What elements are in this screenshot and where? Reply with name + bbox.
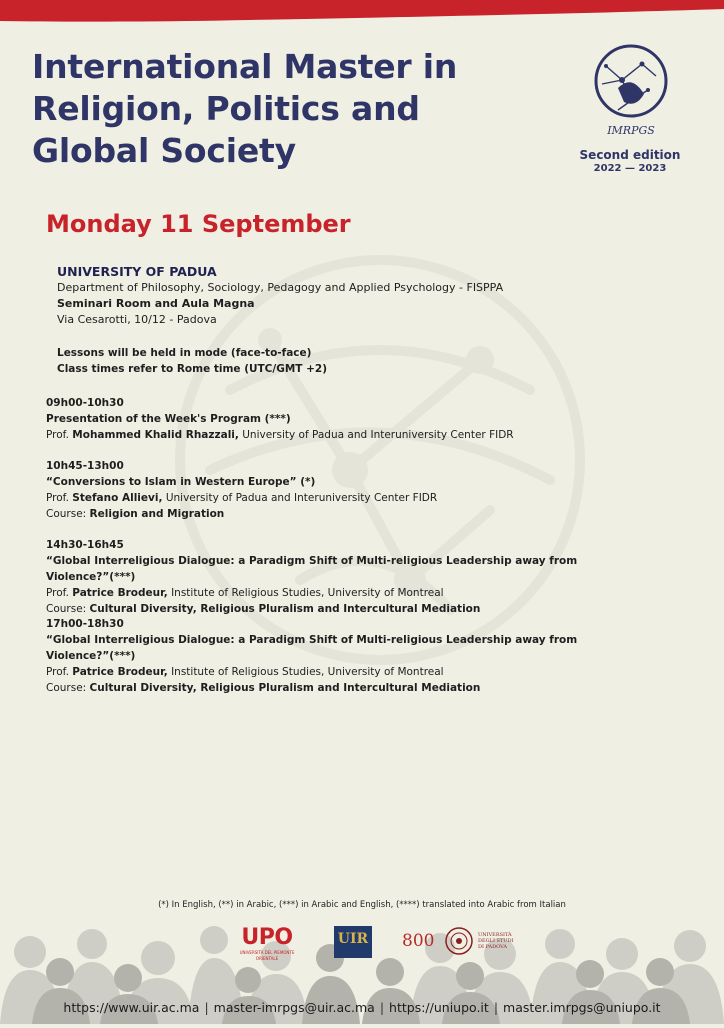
session-course: Course: Religion and Migration: [46, 508, 225, 520]
session-course: Course: Cultural Diversity, Religious Pluralism and Intercultural Mediation: [46, 603, 481, 615]
session-title: “Global Interreligious Dialogue: a Paradigm Shift of Multi-religious Leadership away from Violence?”(***): [46, 634, 578, 662]
edition-info: [570, 148, 690, 176]
session-time: 09h00-10h30: [46, 397, 124, 409]
imrpgs-logo: [588, 44, 674, 140]
professor-name: Patrice Brodeur,: [72, 666, 168, 678]
session-3: [46, 537, 666, 617]
session-time: 14h30-16h45: [46, 539, 124, 551]
university-name: UNIVERSITY OF PADUA: [57, 264, 217, 279]
padova-name: UNIVERSITÀ DEGLI STUDI DI PADOVA: [478, 932, 514, 950]
professor-name: Stefano Allievi,: [72, 492, 163, 504]
address: Via Cesarotti, 10/12 - Padova: [57, 313, 217, 326]
padova-800: 800: [402, 931, 435, 951]
session-title: “Global Interreligious Dialogue: a Paradigm Shift of Multi-religious Leadership away from Violence?”(***): [46, 555, 578, 583]
room-name: Seminari Room and Aula Magna: [57, 297, 255, 310]
edition-years: 2022 — 2023: [593, 163, 667, 174]
page-title: [32, 46, 532, 172]
red-brush-bar: [0, 0, 724, 26]
session-time: 10h45-13h00: [46, 460, 124, 472]
course-name: Religion and Migration: [89, 508, 225, 520]
course-name: Cultural Diversity, Religious Pluralism and Intercultural Mediation: [89, 682, 481, 694]
link-uir-email[interactable]: master-imrpgs@uir.ac.ma: [213, 1000, 375, 1015]
uir-logo: UIR: [334, 926, 372, 958]
title-line-3: Global Society: [32, 131, 296, 170]
link-separator: |: [379, 1000, 385, 1015]
contact-links: [0, 1000, 724, 1015]
link-separator: |: [493, 1000, 499, 1015]
padova-seal-icon: [444, 926, 474, 956]
session-professor: Prof. Patrice Brodeur, Institute of Religious Studies, University of Montreal: [46, 587, 444, 599]
professor-name: Mohammed Khalid Rhazzali,: [72, 429, 239, 441]
session-2: [46, 458, 666, 522]
session-professor: Prof. Stefano Allievi, University of Padua and Interuniversity Center FIDR: [46, 492, 438, 504]
language-footnote: (*) In English, (**) in Arabic, (***) in Arabic and English, (****) translated into Arabic from Italian: [158, 900, 566, 910]
professor-affiliation: University of Padua and Interuniversity Center FIDR: [242, 429, 514, 441]
professor-name: Patrice Brodeur,: [72, 587, 168, 599]
session-1: [46, 395, 666, 443]
session-course: Course: Cultural Diversity, Religious Pluralism and Intercultural Mediation: [46, 682, 481, 694]
upo-subtitle: UNIVERSITÀ DEL PIEMONTE ORIENTALE: [239, 950, 295, 961]
logo-text: IMRPGS: [607, 124, 655, 137]
session-4: [46, 616, 666, 696]
course-name: Cultural Diversity, Religious Pluralism and Intercultural Mediation: [89, 603, 481, 615]
note-timezone: Class times refer to Rome time (UTC/GMT +2): [57, 363, 328, 375]
edition-label: Second edition: [579, 148, 681, 162]
link-uir-site[interactable]: https://www.uir.ac.ma: [63, 1000, 200, 1015]
session-professor: Prof. Mohammed Khalid Rhazzali, University of Padua and Interuniversity Center FIDR: [46, 429, 514, 441]
day-heading: Monday 11 September: [46, 210, 351, 238]
venue-block: [57, 264, 503, 328]
session-professor: Prof. Patrice Brodeur, Institute of Religious Studies, University of Montreal: [46, 666, 444, 678]
session-title: “Conversions to Islam in Western Europe” (*): [46, 476, 316, 488]
link-uniupo-site[interactable]: https://uniupo.it: [389, 1000, 489, 1015]
title-line-2: Religion, Politics and: [32, 89, 420, 128]
session-time: 17h00-18h30: [46, 618, 124, 630]
professor-affiliation: Institute of Religious Studies, University of Montreal: [171, 587, 444, 599]
link-separator: |: [204, 1000, 209, 1015]
upo-wordmark: UPO: [241, 925, 293, 950]
notes-block: [57, 345, 327, 377]
padova-logo: [402, 924, 514, 962]
professor-affiliation: University of Padua and Interuniversity Center FIDR: [165, 492, 438, 504]
note-mode: Lessons will be held in mode (face-to-face): [57, 347, 312, 359]
title-line-1: International Master in: [32, 47, 458, 86]
partner-logos: [0, 924, 724, 964]
department-name: Department of Philosophy, Sociology, Pedagogy and Applied Psychology - FISPPA: [57, 281, 504, 294]
link-uniupo-email[interactable]: master.imrpgs@uniupo.it: [503, 1000, 661, 1015]
professor-affiliation: Institute of Religious Studies, University of Montreal: [171, 666, 444, 678]
session-title: Presentation of the Week's Program (***): [46, 413, 291, 425]
upo-logo: [230, 926, 304, 960]
